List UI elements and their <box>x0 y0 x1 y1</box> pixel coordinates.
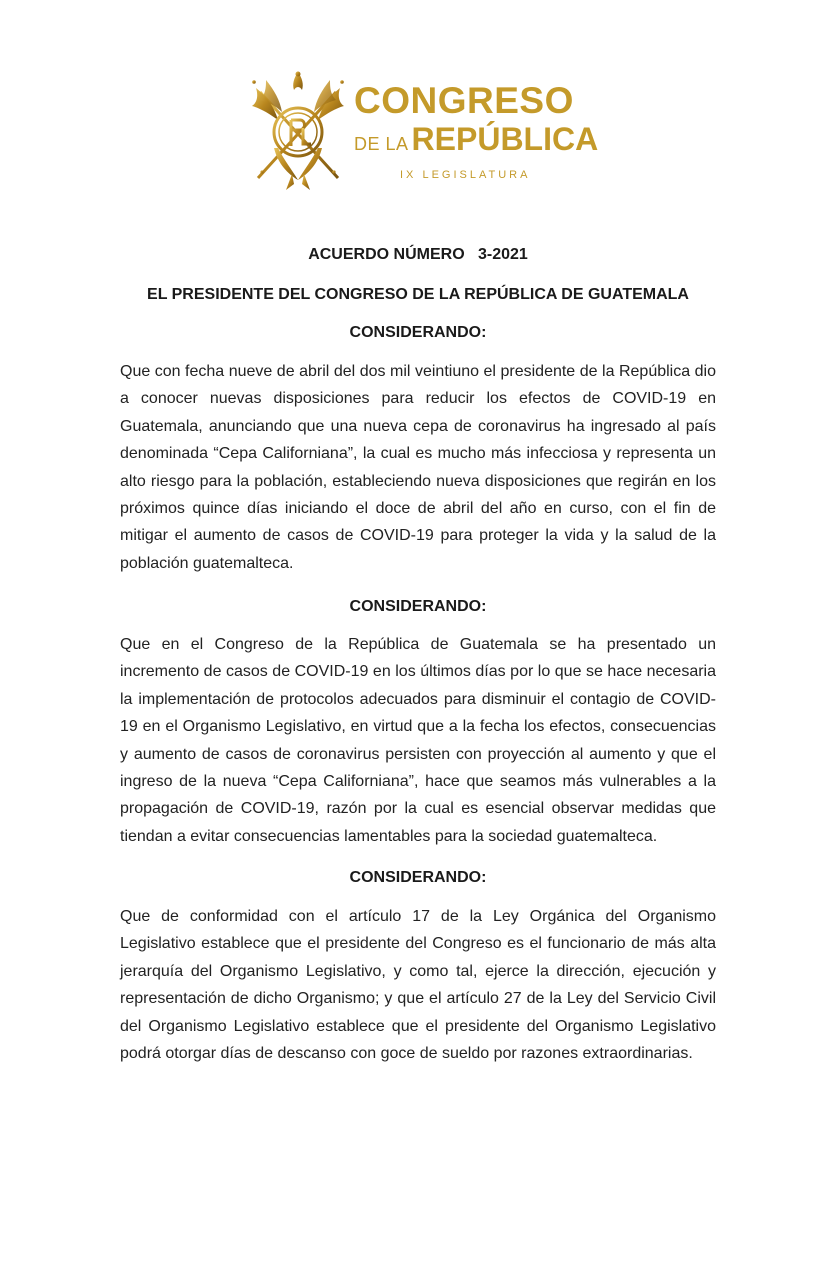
considerando-paragraph-1: Que con fecha nueve de abril del dos mil veintiuno el presidente de la República dio a conocer nuevas disposiciones para reducir los efectos de COVID-19 en Guatemala, anunciando que una nueva cepa de coronavirus ha ingresado al país denominada “Cepa Californiana”, la cual es mucho más infecciosa y representa un alto riesgo para la población, estableciendo nueva disposiciones que regirán en los próximos quince días iniciando el doce de abril del año en curso, con el fin de mitigar el aumento de casos de COVID-19 para proteger la vida y la salud de la población guatemalteca. <box>120 363 716 572</box>
considerando-heading-1: CONSIDERANDO: <box>349 324 487 341</box>
considerando-paragraph-3: Que de conformidad con el artículo 17 de la Ley Orgánica del Organismo Legislativo establece que el presidente del Congreso es el funcionario de más alta jerarquía del Organismo Legislativo, y como tal, ejerce la dirección, ejecución y representación de dicho Organismo; y que el artículo 27 de la Ley del Servicio Civil del Organismo Legislativo establece que el presidente del Organismo Legislativo podrá otorgar días de descanso con goce de sueldo por razones extraordinarias. <box>120 908 716 1063</box>
considerando-heading-3: CONSIDERANDO: <box>349 869 487 886</box>
considerando-heading-2: CONSIDERANDO: <box>349 598 487 615</box>
considerando-paragraph-2: Que en el Congreso de la República de Guatemala se ha presentado un incremento de casos de COVID-19 en los últimos días por lo que se hace necesaria la implementación de protocolos adecuados para disminuir el contagio de COVID-19 en el Organismo Legislativo, en virtud que a la fecha los efectos, consecuencias y aumento de casos de coronavirus persisten con proyección al aumento y que el ingreso de la nueva “Cepa Californiana”, hace que seamos más vulnerables a la propagación de COVID-19, razón por la cual es esencial observar medidas que tiendan a evitar consecuencias lamentables para la sociedad guatemalteca. <box>120 636 716 845</box>
logo-republica-word: REPÚBLICA <box>411 121 599 157</box>
congress-logo <box>248 68 598 194</box>
logo-de-la: DE LA <box>354 134 409 154</box>
coat-of-arms-icon <box>248 68 348 192</box>
logo-legislatura: IX LEGISLATURA <box>400 169 531 181</box>
logo-line-congreso: CONGRESO <box>354 80 574 121</box>
congress-wordmark <box>354 82 598 181</box>
document-subtitle: EL PRESIDENTE DEL CONGRESO DE LA REPÚBLICA DE GUATEMALA <box>147 286 689 303</box>
logo-line-republica <box>354 122 598 161</box>
document-title: ACUERDO NÚMERO 3-2021 <box>308 246 528 263</box>
